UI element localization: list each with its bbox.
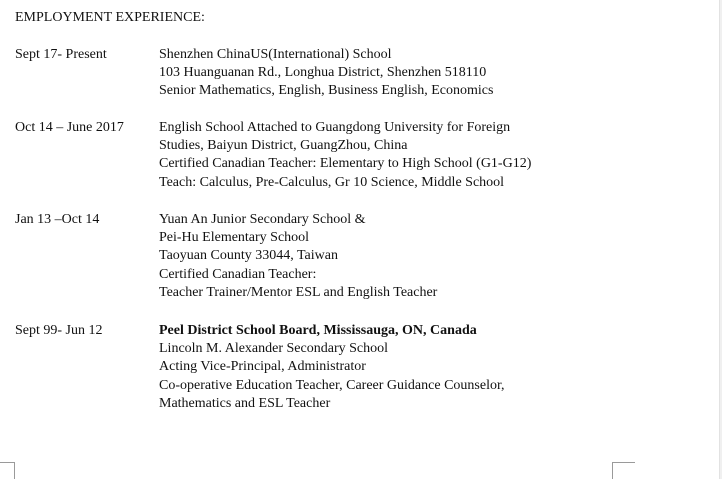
entry-line: Peel District School Board, Mississauga, ON, Canada — [159, 323, 477, 338]
entry-date: Jan 13 –Oct 14 — [15, 212, 100, 227]
entry-line: Pei-Hu Elementary School — [159, 230, 310, 246]
entry-line: Senior Mathematics, English, Business English, Economics — [159, 83, 494, 99]
entry-line: Co-operative Education Teacher, Career Guidance Counselor, — [159, 377, 505, 393]
entry-line: Shenzhen ChinaUS(International) School — [159, 47, 392, 62]
margin-corner-mark-right — [612, 462, 635, 479]
margin-corner-mark-left — [0, 462, 15, 479]
entry-line: Studies, Baiyun District, GuangZhou, China — [159, 138, 408, 154]
entry-line: Teacher Trainer/Mentor ESL and English Teacher — [159, 284, 438, 300]
entry-line: Taoyuan County 33044, Taiwan — [159, 248, 338, 264]
entry-line: Certified Canadian Teacher: — [159, 266, 317, 282]
entry-date: Oct 14 – June 2017 — [15, 120, 124, 135]
entry-line: Acting Vice-Principal, Administrator — [159, 359, 366, 375]
entry-details — [159, 46, 715, 101]
section-heading: EMPLOYMENT EXPERIENCE: — [15, 10, 205, 25]
entry-line: English School Attached to Guangdong University for Foreign — [159, 120, 511, 135]
entry-line: Teach: Calculus, Pre-Calculus, Gr 10 Science, Middle School — [159, 174, 505, 190]
entry-line: Lincoln M. Alexander Secondary School — [159, 341, 389, 357]
entry-line: Yuan An Junior Secondary School & — [159, 212, 366, 227]
entry-line: Certified Canadian Teacher: Elementary to High School (G1-G12) — [159, 156, 532, 172]
entry-details — [159, 119, 715, 192]
entry-line: 103 Huanguanan Rd., Longhua District, Shenzhen 518110 — [159, 65, 487, 81]
entry-date: Sept 99- Jun 12 — [15, 323, 103, 338]
entry-line: Mathematics and ESL Teacher — [159, 395, 331, 411]
entry-date: Sept 17- Present — [15, 47, 107, 62]
entry-details — [159, 322, 715, 413]
entry-details — [159, 211, 715, 302]
